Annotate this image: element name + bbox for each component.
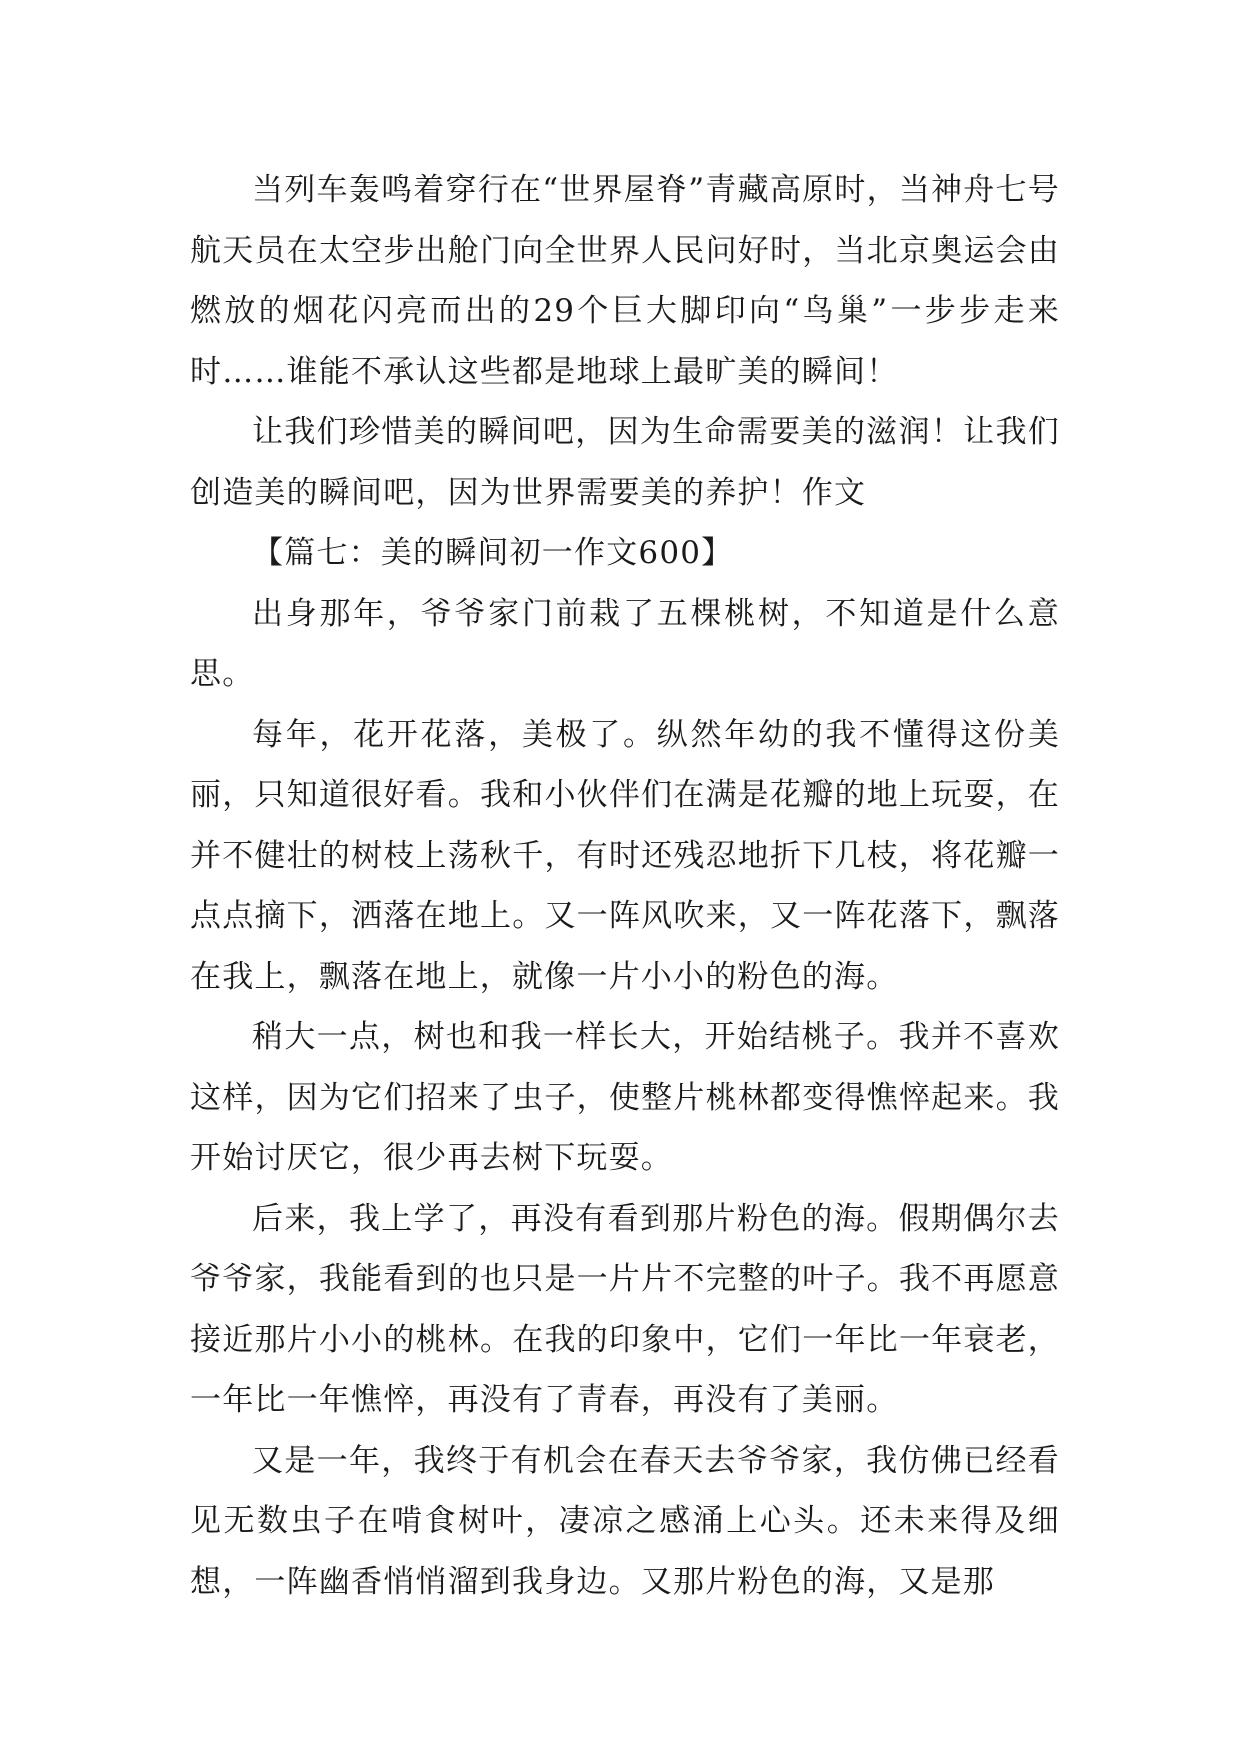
paragraph-blossoms-childhood: 每年，花开花落，美极了。纵然年幼的我不懂得这份美丽，只知道很好看。我和小伙伴们在满是花瓣的地上玩耍，在并不健壮的树枝上荡秋千，有时还残忍地折下几枝，将花瓣一点点摘下，洒落在地上。又一阵风吹来，又一阵花落下，飘落在我上，飘落在地上，就像一片小小的粉色的海。 xyxy=(190,716,1060,995)
section-heading: 【篇七：美的瞬间初一作文600】 xyxy=(252,535,734,571)
paragraph-olympics-moments: 当列车轰鸣着穿行在“世界屋脊”青藏高原时，当神舟七号航天员在太空步出舱门向全世界人民问好时，当北京奥运会由燃放的烟花闪亮而出的29个巨大脚印向“鸟巢”一步步走来时……谁能不承认这些都是地球上最旷美的瞬间！ xyxy=(190,172,1060,390)
paragraph-cherish-beauty: 让我们珍惜美的瞬间吧，因为生命需要美的滋润！让我们创造美的瞬间吧，因为世界需要美的养护！作文 xyxy=(190,414,1060,511)
paragraph-peach-trees-planted: 出身那年，爷爷家门前栽了五棵桃树，不知道是什么意思。 xyxy=(190,595,1060,692)
paragraph-peaches-insects: 稍大一点，树也和我一样长大，开始结桃子。我并不喜欢这样，因为它们招来了虫子，使整片桃林都变得憔悴起来。我开始讨厌它，很少再去树下玩耍。 xyxy=(190,1019,1060,1176)
paragraph-school-years: 后来，我上学了，再没有看到那片粉色的海。假期偶尔去爷爷家，我能看到的也只是一片片不完整的叶子。我不再愿意接近那片小小的桃林。在我的印象中，它们一年比一年衰老，一年比一年憔悴，再没有了青春，再没有了美丽。 xyxy=(190,1200,1060,1418)
document-body xyxy=(190,160,1060,1612)
paragraph-spring-return: 又是一年，我终于有机会在春天去爷爷家，我仿佛已经看见无数虫子在啃食树叶，凄凉之感涌上心头。还未来得及细想，一阵幽香悄悄溜到我身边。又那片粉色的海，又是那 xyxy=(190,1442,1060,1600)
